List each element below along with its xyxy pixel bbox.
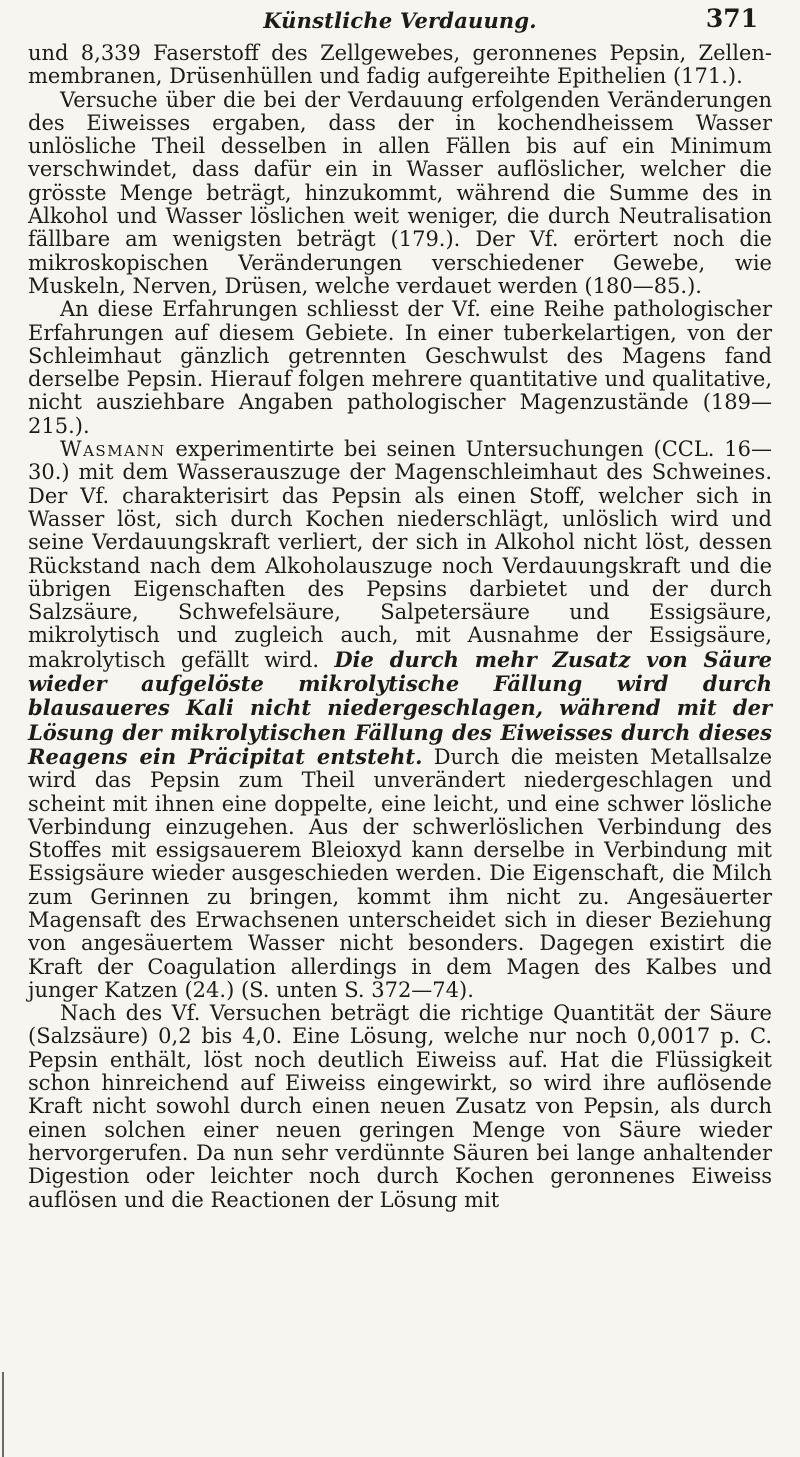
paragraph-wasmann xyxy=(28,438,772,1002)
paragraph-digestion-experiments: Versuche über die bei der Verdauung erfolgenden Veränderungen des Eiweisses ergaben, dass der in kochendheissem Wasser unlösliche Theil desselben in allen Fällen bis auf ein Minimum verschwindet, dass dafür ein in Wasser auflöslicher, welcher die grösste Menge beträgt, hinzukommt, während die Summe des in Alkohol und Wasser löslichen weit weniger, die durch Neutralisation fällbare am wenigsten beträgt (179.). Der Vf. erörtert noch die mikroskopischen Veränderungen verschiedener Gewebe, wie Muskeln, Nerven, Drüsen, welche verdauet werden (180—85.). xyxy=(28,87,772,298)
paragraph-wasmann-tail: Durch die meisten Metallsalze wird das Pepsin zum Theil unverändert niedergeschlagen und scheint mit ihnen eine doppelte, eine leicht, und eine schwer lösliche Verbindung einzugehen. Aus der schwerlöslichen Verbindung des Stoffes mit essigsauerem Bleioxyd kann derselbe in Verbindung mit Essigsäure wieder ausgeschieden werden. Die Eigenschaft, die Milch zum Gerinnen zu bringen, kommt ihm nicht zu. Angesäuerter Magensaft des Erwachsenen unterscheidet sich in dieser Beziehung von angesäuertem Wasser nicht besonders. Dagegen existirt die Kraft der Coagulation allerdings in dem Magen des Kalbes und junger Katzen (24.) (S. unten S. 372—74). xyxy=(28,744,772,1002)
paragraph-wasmann-lead: experimentirte bei seinen Untersuchungen (CCL. 16—30.) mit dem Wasserauszuge der Magenschleimhaut des Schweines. Der Vf. charakterisirt das Pepsin als einen Stoff, welcher sich in Wasser löst, sich durch Kochen niederschlägt, unlöslich wird und seine Verdauungskraft verliert, der sich in Alkohol nicht löst, dessen Rückstand nach dem Alkoholauszuge noch Verdauungskraft und die übrigen Eigenschaften des Pepsins darbietet und der durch Salzsäure, Schwefelsäure, Salpetersäure und Essigsäure, mikrolytisch und zugleich auch, mit Ausnahme der Essigsäure, makrolytisch gefällt wird. xyxy=(28,437,772,672)
paragraph-acid-quantity: Nach des Vf. Versuchen beträgt die richtige Quantität der Säure (Salzsäure) 0,2 bis 4,0. Eine Lösung, welche nur noch 0,0017 p. C. Pepsin enthält, löst noch deutlich Eiweiss auf. Hat die Flüssigkeit schon hinreichend auf Eiweiss eingewirkt, so wird ihre auflösende Kraft nicht sowohl durch einen neuen Zusatz von Pepsin, als durch einen solchen einer neuen geringen Menge von Säure wieder hervorgerufen. Da nun sehr verdünnte Säuren bei lange anhaltender Digestion oder leichter noch durch Kochen geronnenes Eiweiss auflösen und die Reactionen der Lösung mit xyxy=(28,1001,772,1212)
emphasized-passage: Die durch mehr Zusatz von Säure wieder aufgelöste mikrolytische Fällung wird durch blausaueres Kali nicht niedergeschlagen, während mit der Lösung der mikrolytischen Fällung des Eiweisses durch dieses Reagens ein Präcipitat entsteht. xyxy=(28,646,773,769)
author-name: Wasmann xyxy=(60,437,166,462)
running-header xyxy=(0,4,800,38)
body-text xyxy=(28,42,772,1212)
page-number: 371 xyxy=(705,4,758,33)
paragraph-pathology: An diese Erfahrungen schliesst der Vf. eine Reihe pathologischer Erfahrungen auf diesem Gebiete. In einer tuberkelartigen, von der Schleimhaut gänzlich getrennten Geschwulst des Magens fand derselbe Pepsin. Hierauf folgen mehrere quantitative und qualitative, nicht ausziehbare Angaben pathologischer Magenzustände (189—215.). xyxy=(28,297,772,438)
page-edge-shadow xyxy=(2,1372,4,1457)
running-title: Künstliche Verdauung. xyxy=(263,8,537,33)
paragraph-continuation: und 8,339 Faserstoff des Zellgewebes, geronnenes Pepsin, Zellen-membranen, Drüsenhüllen und fadig aufgereihte Epithelien (171.). xyxy=(28,41,772,89)
